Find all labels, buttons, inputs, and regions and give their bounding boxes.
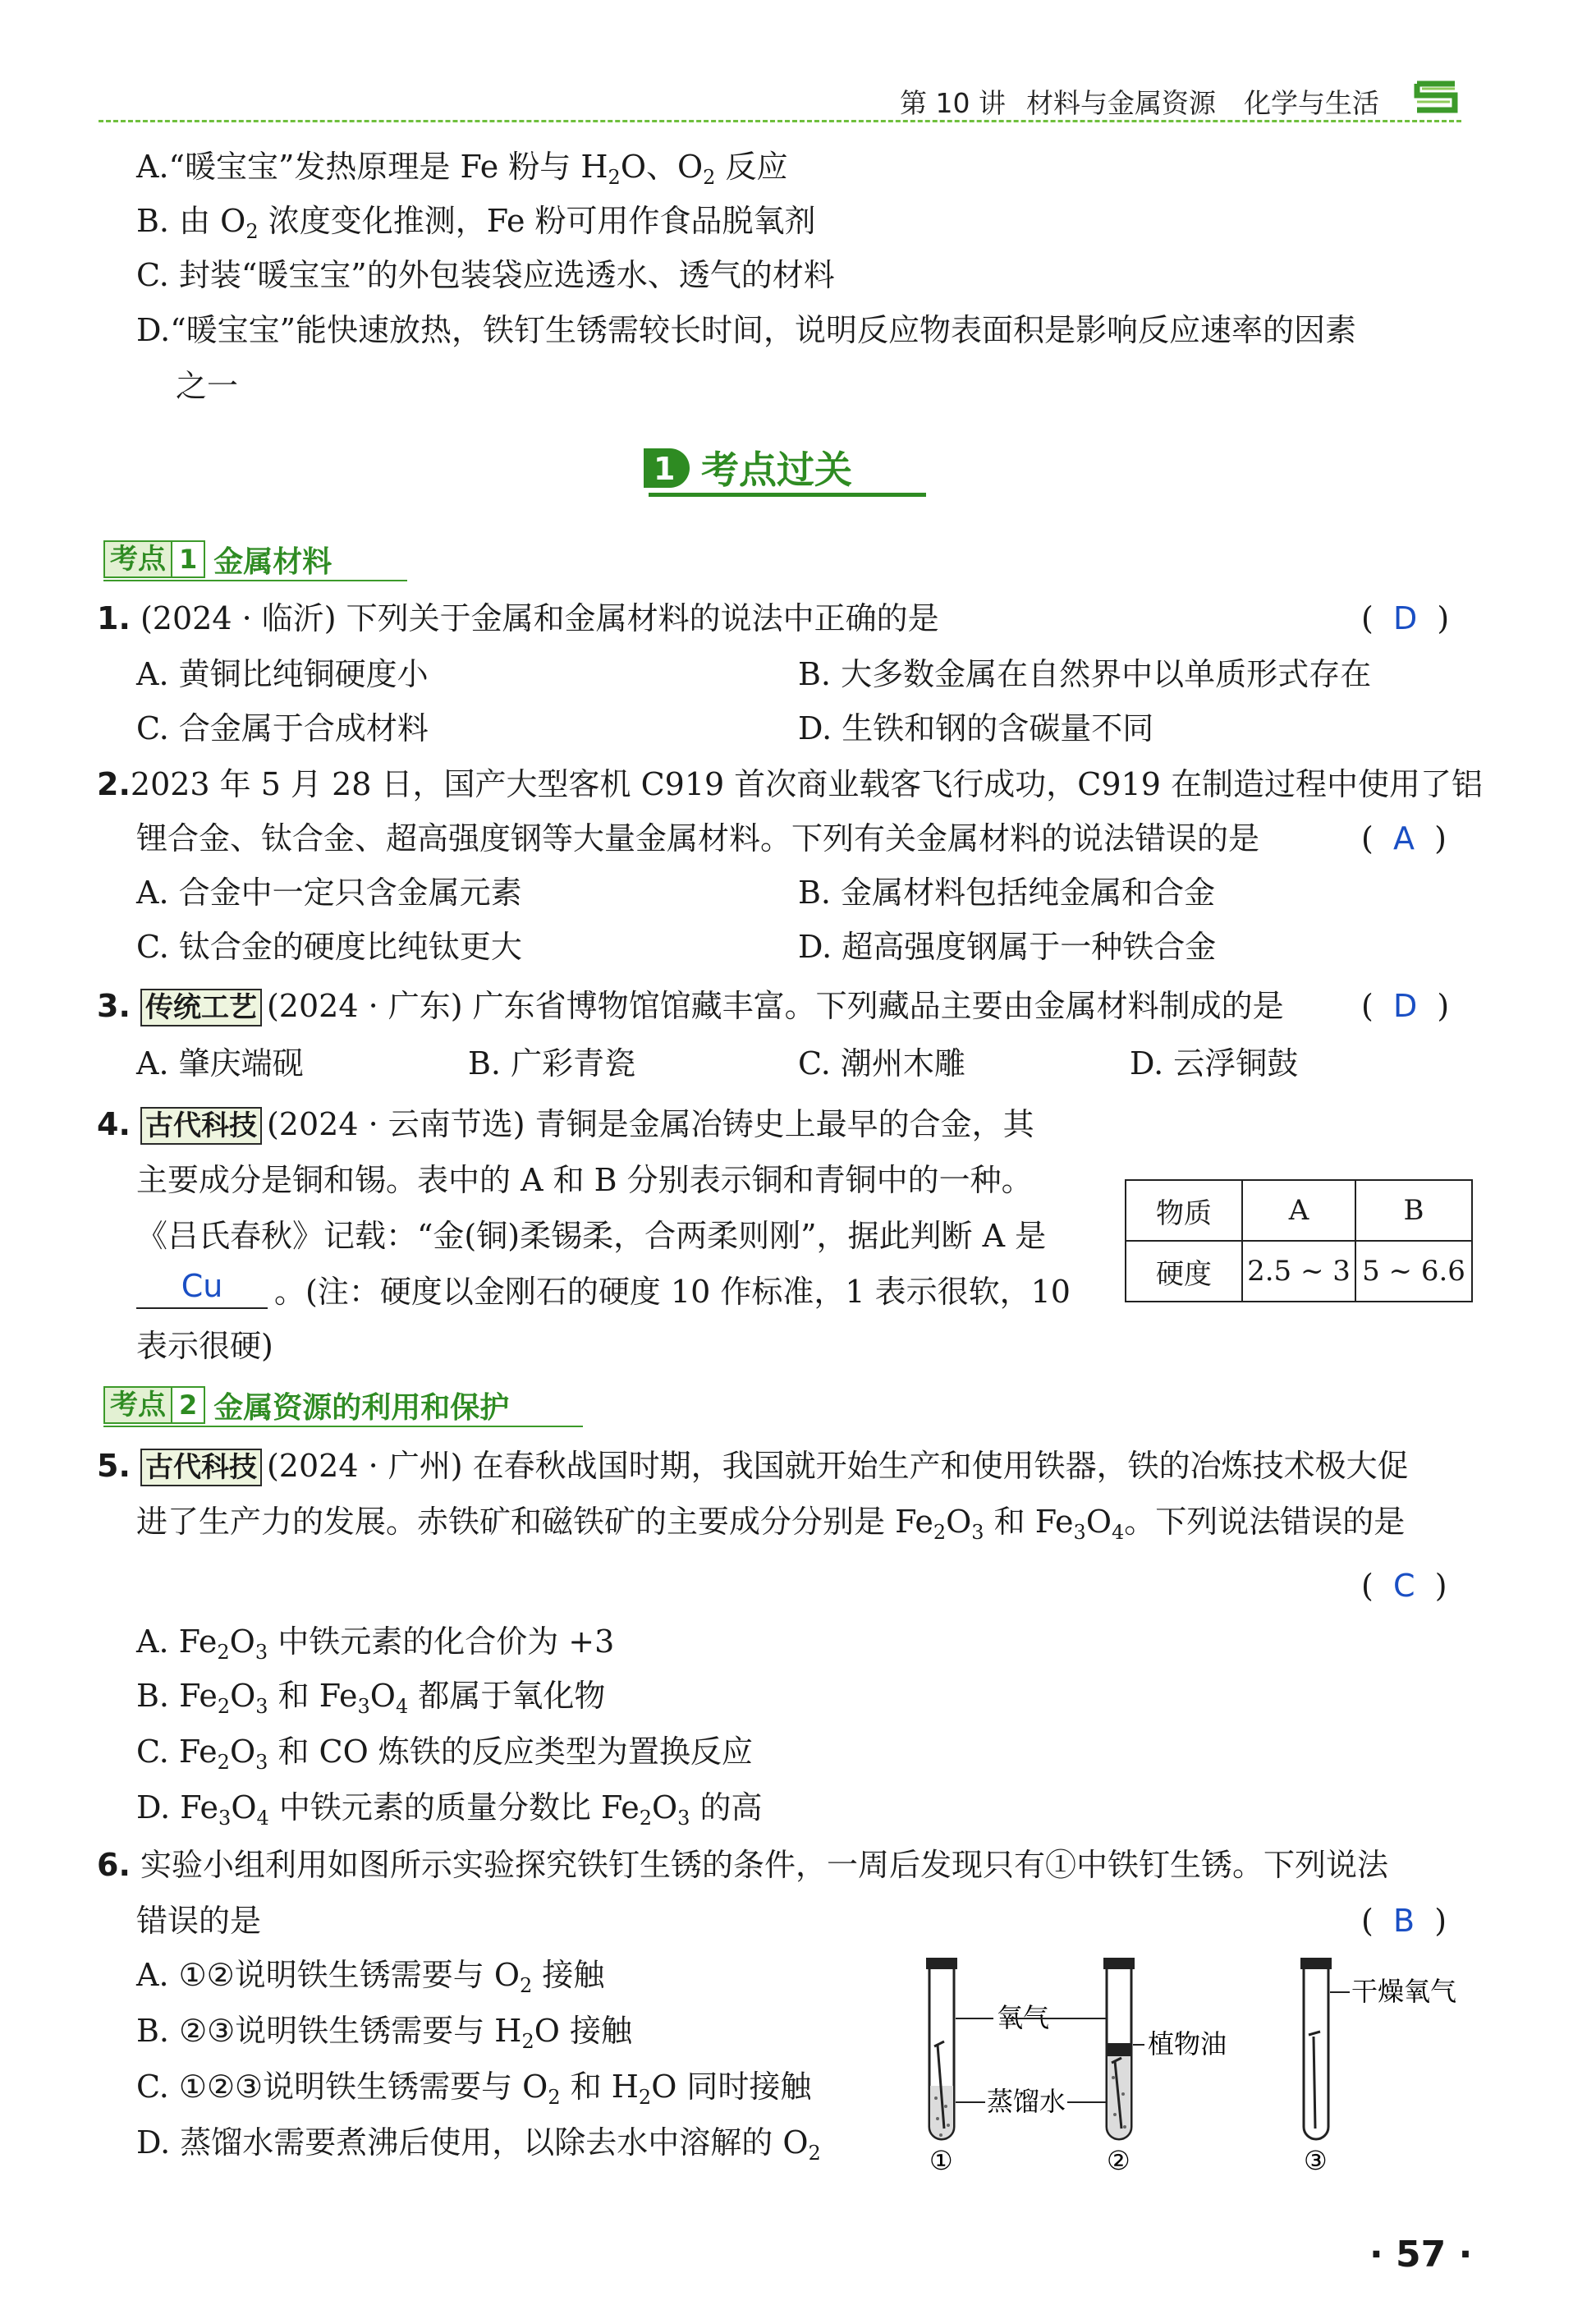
q5-stem-line1: 5. 古代科技 (2024 · 广州) 在春秋战国时期，我国就开始生产和使用铁器，铁的冶炼技术极大促 <box>97 1445 1409 1486</box>
q1-answer: D <box>1392 600 1418 636</box>
q1-option-c: C. 合金属于合成材料 <box>136 710 429 746</box>
table-cell-b: 5 ~ 6.6 <box>1355 1241 1472 1302</box>
header-lecture: 第 10 讲 <box>900 87 1006 119</box>
q4-stem-line5: 表示很硬) <box>136 1328 273 1364</box>
q4-tag: 古代科技 <box>140 1107 262 1145</box>
q1-stem: 1. (2024 · 临沂) 下列关于金属和金属材料的说法中正确的是 <box>97 600 939 636</box>
header-divider <box>99 120 1461 122</box>
q6-option-a: A. ①②说明铁生锈需要与 $O_2$ 接触 <box>136 1957 605 1997</box>
q5-answer-bracket: ( C ) <box>1361 1568 1447 1604</box>
q5-tag: 古代科技 <box>140 1449 262 1486</box>
q2-answer-bracket: ( A ) <box>1361 820 1447 856</box>
prev-option-a: A.“暖宝宝”发热原理是 Fe 粉与 $H_2O$、$O_2$ 反应 <box>136 149 788 189</box>
q1-option-b: B. 大多数金属在自然界中以单质形式存在 <box>798 656 1372 692</box>
q6-stem-line2: 错误的是 <box>136 1903 262 1939</box>
q6-answer-bracket: ( B ) <box>1361 1903 1447 1939</box>
label-tube-1: ① <box>929 2145 953 2176</box>
prev-option-d-line1: D.“暖宝宝”能快速放热，铁钉生锈需较长时间，说明反应物表面积是影响反应速率的因素 <box>136 312 1357 348</box>
prev-option-d-line2: 之一 <box>176 368 239 404</box>
q3-option-a: A. 肇庆端砚 <box>136 1045 304 1082</box>
kaodian-2-num: 2 <box>172 1386 205 1424</box>
q1-option-a: A. 黄铜比纯铜硬度小 <box>136 656 429 692</box>
q4-stem-line1: 4. 古代科技 (2024 · 云南节选) 青铜是金属冶铸史上最早的合金，其 <box>97 1104 1034 1145</box>
q6-answer: B <box>1392 1903 1415 1939</box>
q5-answer: C <box>1392 1568 1415 1604</box>
q2-answer: A <box>1392 820 1415 856</box>
kaodian-1-title: 金属材料 <box>213 544 332 579</box>
label-distilled-water: 蒸馏水 <box>987 2086 1066 2117</box>
q3-option-d: D. 云浮铜鼓 <box>1130 1045 1299 1082</box>
header-logo-icon <box>1412 77 1460 118</box>
table-row-hardness: 硬度 <box>1126 1241 1242 1302</box>
table-cell-a: 2.5 ~ 3 <box>1242 1241 1355 1302</box>
label-vegetable-oil: 植物油 <box>1148 2028 1227 2060</box>
q3-stem: 3. 传统工艺 (2024 · 广东) 广东省博物馆馆藏丰富。下列藏品主要由金属材料制成的是 <box>97 985 1284 1026</box>
q4-stem-line3: 《吕氏春秋》记载：“金(铜)柔锡柔，合两柔则刚”，据此判断 A 是 <box>136 1218 1047 1254</box>
table-header-substance: 物质 <box>1126 1180 1242 1241</box>
q2-stem-line1: 2.2023 年 5 月 28 日，国产大型客机 C919 首次商业载客飞行成功，C919 在制造过程中使用了铝 <box>97 766 1483 802</box>
q2-option-d: D. 超高强度钢属于一种铁合金 <box>798 929 1217 965</box>
q6-option-d: D. 蒸馏水需要煮沸后使用，以除去水中溶解的 $O_2$ <box>136 2124 821 2165</box>
kaodian-2-title: 金属资源的利用和保护 <box>213 1390 510 1425</box>
q4-hardness-table <box>1125 1179 1473 1302</box>
kaodian-2 <box>103 1385 509 1426</box>
q6-rust-experiment-diagram <box>887 1938 1478 2176</box>
kaodian-1-num: 1 <box>172 540 205 578</box>
kaodian-2-underline <box>103 1426 583 1427</box>
label-tube-2: ② <box>1107 2145 1130 2176</box>
table-header-b: B <box>1355 1180 1472 1241</box>
q4-answer-blank <box>136 1268 268 1309</box>
kaodian-1-underline <box>103 580 407 581</box>
q2-option-b: B. 金属材料包括纯金属和合金 <box>798 875 1216 911</box>
label-tube-3: ③ <box>1304 2145 1328 2176</box>
kaodian-2-label: 考点 <box>103 1386 172 1424</box>
q5-option-c: C. $Fe_2O_3$ 和 CO 炼铁的反应类型为置换反应 <box>136 1734 753 1774</box>
q2-option-a: A. 合金中一定只含金属元素 <box>136 875 522 911</box>
kaodian-1 <box>103 539 332 580</box>
prev-option-c: C. 封装“暖宝宝”的外包装袋应选透水、透气的材料 <box>136 257 835 293</box>
table-header-a: A <box>1242 1180 1355 1241</box>
svg-text:1: 1 <box>654 451 676 487</box>
q2-option-c: C. 钛合金的硬度比纯钛更大 <box>136 929 522 965</box>
q3-answer-bracket: ( D ) <box>1361 988 1450 1024</box>
prev-option-b: B. 由 $O_2$ 浓度变化推测，Fe 粉可用作食品脱氧剂 <box>136 203 816 243</box>
q6-stem-line1: 6. 实验小组利用如图所示实验探究铁钉生锈的条件，一周后发现只有①中铁钉生锈。下列说法 <box>97 1847 1388 1883</box>
q6-option-c: C. ①②③说明铁生锈需要与 $O_2$ 和 $H_2O$ 同时接触 <box>136 2069 812 2109</box>
label-oxygen: 氧气 <box>997 2002 1050 2033</box>
page-number: · 57 · <box>1369 2234 1473 2276</box>
section-title <box>640 440 852 494</box>
kaodian-1-label: 考点 <box>103 540 172 578</box>
label-dry-oxygen: 干燥氧气 <box>1351 1976 1457 2007</box>
header-topic2: 化学与生活 <box>1244 87 1379 119</box>
q5-stem-line2: 进了生产力的发展。赤铁矿和磁铁矿的主要成分分别是 $Fe_2O_3$ 和 $Fe_3O_4$。下列说法错误的是 <box>136 1504 1406 1544</box>
q4-stem-line2: 主要成分是铜和锡。表中的 A 和 B 分别表示铜和青铜中的一种。 <box>136 1162 1033 1198</box>
q3-answer: D <box>1392 988 1418 1024</box>
q4-answer: Cu <box>181 1268 223 1304</box>
q3-option-c: C. 潮州木雕 <box>798 1045 965 1082</box>
q2-stem-line2: 锂合金、钛合金、超高强度钢等大量金属材料。下列有关金属材料的说法错误的是 <box>136 820 1260 856</box>
q5-option-b: B. $Fe_2O_3$ 和 $Fe_3O_4$ 都属于氧化物 <box>136 1678 606 1718</box>
q1-answer-bracket: ( D ) <box>1361 600 1450 636</box>
test-tube-1 <box>926 1958 993 2139</box>
q6-option-b: B. ②③说明铁生锈需要与 $H_2O$ 接触 <box>136 2013 632 2053</box>
header-topic1: 材料与金属资源 <box>1026 87 1216 119</box>
q3-tag: 传统工艺 <box>140 989 262 1026</box>
section-badge-icon <box>640 442 691 493</box>
q4-stem-line4: 。(注：硬度以金刚石的硬度 10 作标准，1 表示很软，10 <box>274 1274 1071 1310</box>
q1-option-d: D. 生铁和钢的含碳量不同 <box>798 710 1154 746</box>
q3-option-b: B. 广彩青瓷 <box>468 1045 636 1082</box>
section-title-text: 考点过关 <box>701 448 852 492</box>
section-underline <box>649 493 926 497</box>
q5-option-a: A. $Fe_2O_3$ 中铁元素的化合价为 +3 <box>136 1623 615 1664</box>
test-tube-3 <box>1300 1958 1350 2139</box>
q5-option-d: D. $Fe_3O_4$ 中铁元素的质量分数比 $Fe_2O_3$ 的高 <box>136 1789 763 1830</box>
